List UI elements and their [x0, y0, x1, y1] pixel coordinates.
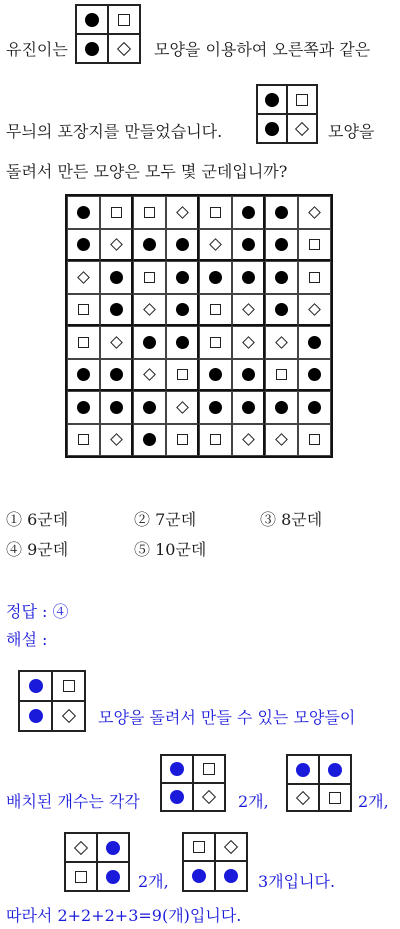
pattern-cell: [133, 391, 166, 424]
filled-circle-icon: [143, 238, 156, 251]
filled-circle-icon: [209, 271, 222, 284]
pattern-cell: [265, 294, 298, 327]
filled-circle-icon: [170, 762, 184, 776]
base-tile-figure: [75, 4, 141, 64]
pattern-cell: [100, 196, 133, 229]
empty-square-icon: [111, 207, 122, 218]
filled-circle-icon: [296, 763, 310, 777]
pattern-cell: [199, 261, 232, 294]
choice-1-num: ①: [6, 510, 23, 529]
tile-cell: [287, 784, 319, 811]
explanation-line1: 모양을 돌려서 만들 수 있는 모양들이: [98, 708, 356, 727]
empty-diamond-icon: [296, 790, 310, 804]
choice-4-label: 9군데: [27, 540, 69, 559]
pattern-cell: [298, 359, 331, 392]
empty-diamond-icon: [176, 206, 189, 219]
pattern-cell: [232, 261, 265, 294]
pattern-cell: [100, 294, 133, 327]
pattern-cell: [67, 391, 100, 424]
choice-2-num: ②: [134, 510, 151, 529]
filled-circle-icon: [275, 271, 288, 284]
count-d: 3개입니다.: [258, 872, 336, 891]
pattern-cell: [199, 326, 232, 359]
choice-5-label: 10군데: [155, 540, 207, 559]
empty-square-icon: [144, 272, 155, 283]
tile-cell: [108, 34, 140, 63]
filled-circle-icon: [275, 206, 288, 219]
choice-3: [260, 510, 322, 530]
empty-square-icon: [118, 14, 130, 26]
empty-diamond-icon: [295, 121, 309, 135]
empty-diamond-icon: [61, 709, 75, 723]
pattern-cell: [133, 294, 166, 327]
empty-square-icon: [309, 272, 320, 283]
filled-circle-icon: [106, 870, 120, 884]
tile-cell: [215, 861, 247, 891]
filled-circle-icon: [176, 271, 189, 284]
filled-circle-icon: [265, 122, 279, 136]
explanation-conclusion: 따라서 2+2+2+3=9(개)입니다.: [6, 906, 242, 925]
empty-diamond-icon: [242, 433, 255, 446]
pattern-cell: [199, 359, 232, 392]
count-c: 2개,: [138, 872, 169, 891]
empty-diamond-icon: [242, 303, 255, 316]
pattern-cell: [199, 229, 232, 262]
question-line1-prefix: 유진이는: [6, 40, 68, 59]
base-tile-figure: [256, 84, 318, 144]
filled-circle-icon: [209, 368, 222, 381]
pattern-cell: [265, 261, 298, 294]
tile-cell: [257, 85, 287, 114]
filled-circle-icon: [242, 206, 255, 219]
pattern-cell: [100, 229, 133, 262]
choice-2-label: 7군데: [155, 510, 197, 529]
filled-circle-icon: [176, 336, 189, 349]
empty-diamond-icon: [224, 840, 238, 854]
pattern-cell: [133, 229, 166, 262]
choice-4-num: ④: [6, 540, 23, 559]
pattern-cell: [166, 326, 199, 359]
filled-circle-icon: [176, 238, 189, 251]
pattern-cell: [100, 391, 133, 424]
tile-cell: [257, 114, 287, 143]
question-line2-prefix: 무늬의 포장지를 만들었습니다.: [6, 122, 223, 141]
tile-cell: [161, 783, 193, 811]
filled-circle-icon: [77, 401, 90, 414]
pattern-cell: [166, 391, 199, 424]
pattern-cell: [166, 261, 199, 294]
pattern-cell: [199, 424, 232, 457]
pattern-cell: [166, 294, 199, 327]
filled-circle-icon: [106, 841, 120, 855]
empty-square-icon: [78, 434, 89, 445]
pattern-cell: [166, 424, 199, 457]
pattern-cell: [166, 196, 199, 229]
question-line3: 돌려서 만든 모양은 모두 몇 군데입니까?: [6, 162, 288, 181]
filled-circle-icon: [209, 401, 222, 414]
empty-square-icon: [210, 304, 221, 315]
tile-cell: [97, 862, 129, 891]
tile-cell: [183, 833, 215, 861]
empty-square-icon: [75, 871, 87, 883]
tile-cell: [183, 861, 215, 891]
pattern-cell: [265, 326, 298, 359]
pattern-cell: [298, 294, 331, 327]
pattern-cell: [298, 424, 331, 457]
pattern-cell: [100, 424, 133, 457]
pattern-cell: [133, 424, 166, 457]
pattern-cell: [100, 359, 133, 392]
choice-1-label: 6군데: [27, 510, 69, 529]
pattern-cell: [232, 294, 265, 327]
filled-circle-icon: [29, 679, 43, 693]
filled-circle-icon: [143, 401, 156, 414]
choice-2: [134, 510, 196, 530]
pattern-cell: [67, 359, 100, 392]
pattern-cell: [232, 196, 265, 229]
filled-circle-icon: [85, 42, 99, 56]
pattern-cell: [67, 261, 100, 294]
pattern-cell: [133, 196, 166, 229]
empty-diamond-icon: [209, 238, 222, 251]
empty-diamond-icon: [308, 206, 321, 219]
tile-cell: [65, 862, 97, 891]
filled-circle-icon: [328, 763, 342, 777]
choice-1: [6, 510, 68, 530]
filled-circle-icon: [275, 303, 288, 316]
tile-cell: [193, 783, 225, 811]
empty-diamond-icon: [275, 433, 288, 446]
empty-square-icon: [210, 434, 221, 445]
pattern-cell: [265, 359, 298, 392]
choice-5-num: ⑤: [134, 540, 151, 559]
pattern-cell: [232, 424, 265, 457]
pattern-cell: [232, 229, 265, 262]
pattern-cell: [298, 261, 331, 294]
empty-diamond-icon: [202, 790, 216, 804]
tile-cell: [319, 755, 351, 784]
count-b: 2개,: [358, 792, 389, 811]
tile-cell: [52, 701, 85, 731]
pattern-cell: [265, 229, 298, 262]
pattern-cell: [67, 294, 100, 327]
empty-square-icon: [203, 763, 215, 775]
empty-square-icon: [177, 369, 188, 380]
empty-square-icon: [309, 239, 320, 250]
tile-cell: [287, 755, 319, 784]
explanation-base-tile: [18, 670, 86, 732]
empty-diamond-icon: [77, 271, 90, 284]
choice-4: [6, 540, 68, 560]
empty-diamond-icon: [275, 336, 288, 349]
pattern-cell: [298, 326, 331, 359]
empty-square-icon: [296, 94, 308, 106]
pattern-cell: [199, 196, 232, 229]
empty-square-icon: [177, 434, 188, 445]
choice-5: [134, 540, 206, 560]
answer-value: ④: [52, 602, 69, 621]
pattern-cell: [67, 424, 100, 457]
filled-circle-icon: [192, 869, 206, 883]
answer: [6, 602, 69, 622]
tile-cell: [287, 85, 317, 114]
empty-square-icon: [78, 337, 89, 348]
count-a: 2개,: [238, 792, 269, 811]
empty-square-icon: [210, 207, 221, 218]
filled-circle-icon: [224, 869, 238, 883]
pattern-cell: [232, 359, 265, 392]
filled-circle-icon: [265, 93, 279, 107]
pattern-cell: [232, 326, 265, 359]
pattern-cell: [298, 229, 331, 262]
tile-cell: [319, 784, 351, 811]
empty-diamond-icon: [176, 401, 189, 414]
pattern-cell: [100, 326, 133, 359]
pattern-cell: [67, 229, 100, 262]
filled-circle-icon: [143, 336, 156, 349]
choice-3-num: ③: [260, 510, 277, 529]
choice-3-label: 8군데: [281, 510, 323, 529]
empty-diamond-icon: [117, 41, 131, 55]
pattern-cell: [133, 326, 166, 359]
pattern-cell: [265, 424, 298, 457]
empty-square-icon: [210, 337, 221, 348]
tile-cell: [108, 5, 140, 34]
empty-diamond-icon: [110, 336, 123, 349]
tile-cell: [19, 671, 52, 701]
empty-diamond-icon: [74, 840, 88, 854]
filled-circle-icon: [242, 401, 255, 414]
filled-circle-icon: [85, 13, 99, 27]
pattern-cell: [265, 391, 298, 424]
filled-circle-icon: [77, 206, 90, 219]
tile-cell: [52, 671, 85, 701]
explanation-line2-prefix: 배치된 개수는 각각: [6, 792, 140, 811]
pattern-cell: [232, 391, 265, 424]
answer-label: 정답 :: [6, 602, 48, 621]
rotation-tile-d: [182, 832, 248, 892]
empty-square-icon: [309, 434, 320, 445]
pattern-cell: [199, 294, 232, 327]
tile-cell: [76, 34, 108, 63]
tile-cell: [215, 833, 247, 861]
filled-circle-icon: [110, 303, 123, 316]
pattern-cell: [166, 359, 199, 392]
empty-diamond-icon: [143, 368, 156, 381]
filled-circle-icon: [110, 271, 123, 284]
filled-circle-icon: [242, 271, 255, 284]
pattern-cell: [100, 261, 133, 294]
pattern-cell: [133, 261, 166, 294]
tile-cell: [97, 833, 129, 862]
pattern-cell: [265, 196, 298, 229]
empty-square-icon: [63, 680, 75, 692]
pattern-cell: [298, 391, 331, 424]
empty-square-icon: [276, 369, 287, 380]
pattern-cell: [67, 196, 100, 229]
tile-cell: [19, 701, 52, 731]
explanation-label: 해설 :: [6, 630, 48, 649]
empty-square-icon: [329, 792, 341, 804]
empty-square-icon: [78, 304, 89, 315]
empty-square-icon: [144, 207, 155, 218]
pattern-cell: [166, 229, 199, 262]
filled-circle-icon: [275, 238, 288, 251]
empty-diamond-icon: [143, 303, 156, 316]
pattern-cell: [199, 391, 232, 424]
filled-circle-icon: [170, 790, 184, 804]
filled-circle-icon: [143, 433, 156, 446]
tile-cell: [161, 755, 193, 783]
filled-circle-icon: [242, 238, 255, 251]
empty-diamond-icon: [110, 238, 123, 251]
rotation-tile-c: [64, 832, 130, 892]
pattern-cell: [133, 359, 166, 392]
pattern-cell: [67, 326, 100, 359]
filled-circle-icon: [77, 238, 90, 251]
empty-diamond-icon: [308, 303, 321, 316]
filled-circle-icon: [110, 368, 123, 381]
tile-cell: [65, 833, 97, 862]
filled-circle-icon: [308, 401, 321, 414]
filled-circle-icon: [242, 368, 255, 381]
filled-circle-icon: [29, 709, 43, 723]
empty-diamond-icon: [110, 433, 123, 446]
filled-circle-icon: [176, 303, 189, 316]
rotation-tile-b: [286, 754, 352, 812]
tile-cell: [193, 755, 225, 783]
tile-cell: [76, 5, 108, 34]
pattern-cell: [298, 196, 331, 229]
filled-circle-icon: [308, 336, 321, 349]
filled-circle-icon: [275, 401, 288, 414]
filled-circle-icon: [110, 401, 123, 414]
question-line1-suffix: 모양을 이용하여 오른쪽과 같은: [154, 40, 371, 59]
tile-cell: [287, 114, 317, 143]
rotation-tile-a: [160, 754, 226, 812]
empty-square-icon: [193, 841, 205, 853]
filled-circle-icon: [77, 368, 90, 381]
question-line2-suffix: 모양을: [328, 122, 375, 141]
filled-circle-icon: [308, 368, 321, 381]
wrapping-paper-pattern-grid: [65, 194, 333, 458]
empty-diamond-icon: [242, 336, 255, 349]
